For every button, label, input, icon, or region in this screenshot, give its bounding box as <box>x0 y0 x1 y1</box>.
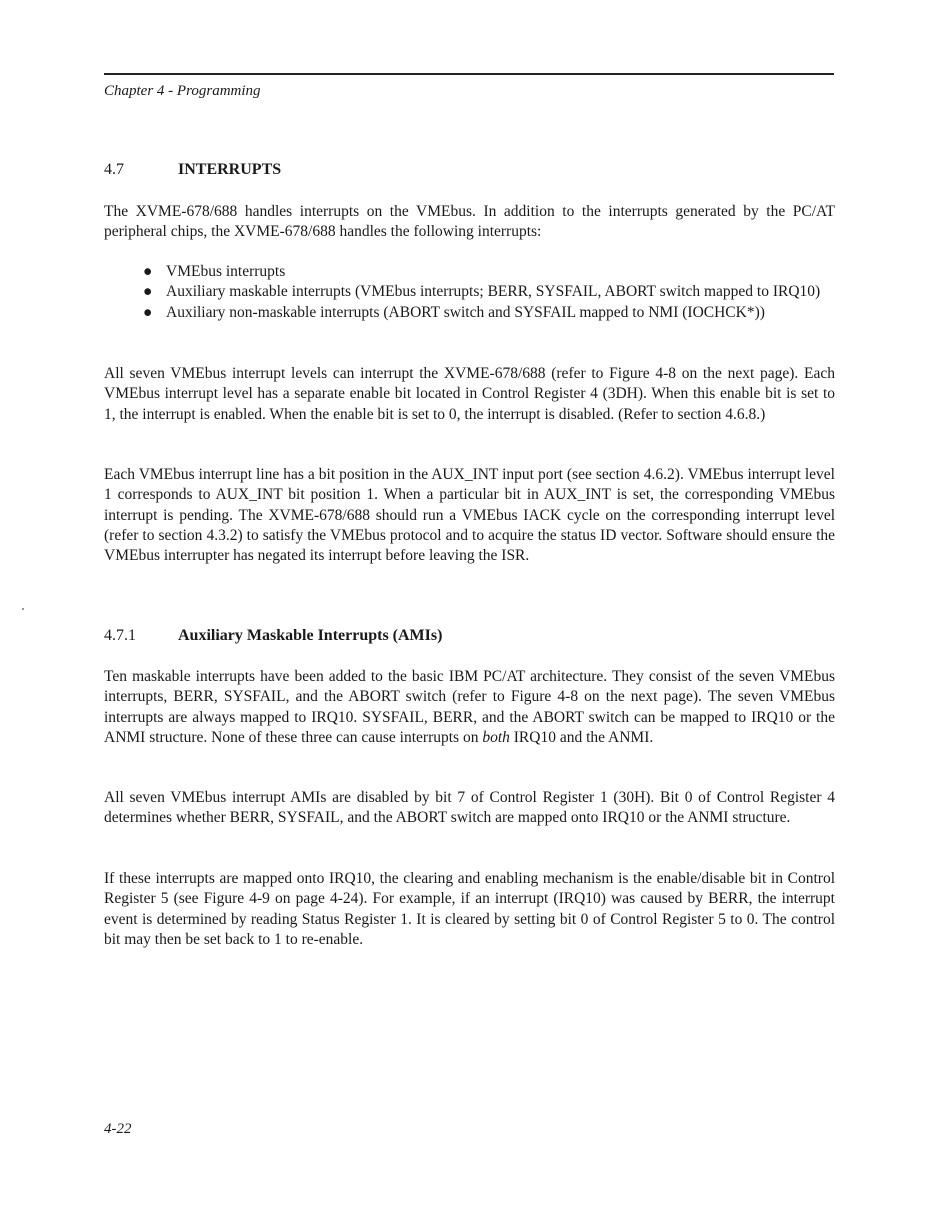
subsection-title: Auxiliary Maskable Interrupts (AMIs) <box>178 627 443 644</box>
bullet-icon: ● <box>143 283 153 301</box>
subsection-number: 4.7.1 <box>104 627 136 644</box>
running-head: Chapter 4 - Programming <box>104 83 261 99</box>
list-item <box>140 303 835 323</box>
intro-paragraph: The XVME-678/688 handles interrupts on the VMEbus. In addition to the interrupts generated by the PC/AT peripheral chips, the XVME-678/688 handles the following interrupts: <box>104 203 835 241</box>
list-item <box>140 262 835 282</box>
text-run: Ten maskable interrupts have been added to the basic IBM PC/AT architecture. They consist of the seven VMEbus interrupts, BERR, SYSFAIL, and the ABORT switch (refer to Figure 4-8 on the next page). The seven VMEbus interrupts are always mapped to IRQ10. SYSFAIL, BERR, and the ABORT switch can be mapped to IRQ10 or the ANMI structure. None of these three can cause interrupts on <box>104 668 835 746</box>
paragraph-ami-intro <box>104 667 835 748</box>
list-item-text: VMEbus interrupts <box>166 263 286 280</box>
text-run: IRQ10 and the ANMI. <box>509 728 654 746</box>
subsection-heading <box>104 627 442 645</box>
section-number: 4.7 <box>104 161 124 178</box>
page-number: 4-22 <box>104 1121 132 1137</box>
paragraph-ami-disable: All seven VMEbus interrupt AMIs are disabled by bit 7 of Control Register 1 (30H). Bit 0 of Control Register 4 determines whether BERR, SYSFAIL, and the ABORT switch are mapped onto IRQ10 or the ANMI structure. <box>104 789 835 827</box>
bullet-icon: ● <box>143 263 153 280</box>
bullet-icon: ● <box>143 303 153 321</box>
scan-speck <box>22 608 24 610</box>
paragraph-irq10: If these interrupts are mapped onto IRQ10, the clearing and enabling mechanism is the enable/disable bit in Control Register 5 (see Figure 4-9 on page 4-24). For example, if an interrupt (IRQ10) was caused by BERR, the interrupt event is determined by reading Status Register 1. It is cleared by setting bit 0 of Control Register 5 to 0. The control bit may then be set back to 1 to re-enable. <box>104 870 835 948</box>
list-item-text: Auxiliary non-maskable interrupts (ABORT switch and SYSFAIL mapped to NMI (IOCHCK*)) <box>166 303 765 321</box>
header-rule <box>104 73 834 75</box>
list-item-text: Auxiliary maskable interrupts (VMEbus interrupts; BERR, SYSFAIL, ABORT switch mapped to IRQ10) <box>166 283 821 301</box>
interrupt-list <box>140 262 835 323</box>
emphasis: both <box>482 728 510 746</box>
paragraph-levels: All seven VMEbus interrupt levels can interrupt the XVME-678/688 (refer to Figure 4-8 on the next page). Each VMEbus interrupt level has a separate enable bit located in Control Register 4 (3DH). When this enable bit is set to 1, the interrupt is enabled. When the enable bit is set to 0, the interrupt is disabled. (Refer to section 4.6.8.) <box>104 365 835 423</box>
paragraph-aux-int: Each VMEbus interrupt line has a bit position in the AUX_INT input port (see section 4.6.2). VMEbus interrupt level 1 corresponds to AUX_INT bit position 1. When a particular bit in AUX_INT is set, the corresponding VMEbus interrupt is pending. The XVME-678/688 should run a VMEbus IACK cycle on the corresponding interrupt level (refer to section 4.3.2) to satisfy the VMEbus protocol and to acquire the status ID vector. Software should ensure the VMEbus interrupter has negated its interrupt before leaving the ISR. <box>104 466 835 565</box>
section-title: INTERRUPTS <box>178 161 282 178</box>
section-heading <box>104 161 281 179</box>
list-item <box>140 282 835 302</box>
